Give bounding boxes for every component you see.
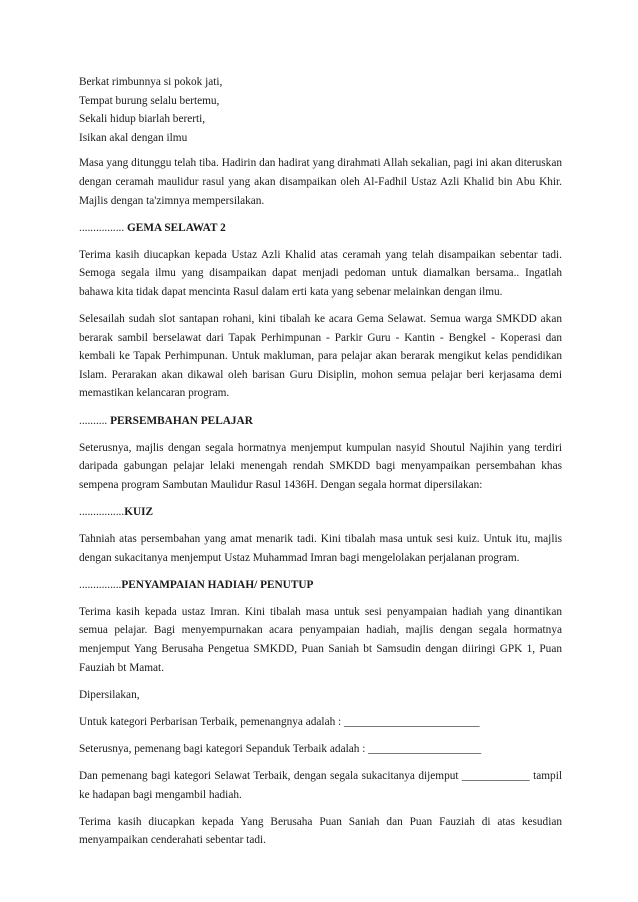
paragraph-sepanduk-terbaik: Seterusnya, pemenang bagi kategori Sepanduk Terbaik adalah : ____________________ <box>79 742 482 755</box>
document-page <box>79 73 562 858</box>
paragraph-ceramah-intro: Masa yang ditunggu telah tiba. Hadirin dan hadirat yang dirahmati Allah sekalian, pagi ini akan diteruskan dengan ceramah maulidur rasul yang akan disampaikan oleh Al-Fadhil Ustaz Azli Khalid bin Abu Khir. Majlis dengan ta'zimnya mempersilakan. <box>79 157 562 207</box>
heading-title: PENYAMPAIAN HADIAH/ PENUTUP <box>121 578 314 591</box>
pantun-line: Tempat burung selalu bertemu, <box>79 94 220 107</box>
paragraph-closing-thanks: Terima kasih diucapkan kepada Yang Berusaha Puan Saniah dan Puan Fauziah di atas kesudian menyampaikan cenderahati sebentar tadi. <box>79 815 562 847</box>
paragraph-thanks-ustaz: Terima kasih diucapkan kepada Ustaz Azli Khalid atas ceramah yang telah disampaikan sebentar tadi. Semoga segala ilmu yang disampaikan dapat menjadi pedoman untuk diamalkan bersama.. Ingatlah bahawa kita tidak dapat mencinta Rasul dalam erti kata yang sebenar melainkan dengan ilmu. <box>79 248 562 298</box>
pantun-line: Berkat rimbunnya si pokok jati, <box>79 76 223 88</box>
paragraph-dipersilakan: Dipersilakan, <box>79 688 140 701</box>
paragraph-gema-selawat: Selesailah sudah slot santapan rohani, kini tibalah ke acara Gema Selawat. Semua warga SMKDD akan berarak sambil berselawat dari Tapak Perhimpunan - Parkir Guru - Kantin - Bengkel - Koperasi dan kembali ke Tapak Perhimpunan. Untuk makluman, para pelajar akan berarak mengikut kelas pendidikan Islam. Perarakan akan dikawal oleh barisan Guru Disiplin, mohon semua pelajar beri kerjasama demi memastikan kelancaran program. <box>79 313 562 400</box>
paragraph-selawat-terbaik: Dan pemenang bagi kategori Selawat Terbaik, dengan segala sukacitanya dijemput ____________ tampil ke hadapan bagi mengambil hadiah. <box>79 769 562 801</box>
paragraph-perbarisan-terbaik: Untuk kategori Perbarisan Terbaik, pemenangnya adalah : ________________________ <box>79 715 480 728</box>
heading-dots: ................ <box>79 505 125 518</box>
pantun-line: Isikan akal dengan ilmu <box>79 131 188 144</box>
pantun-line: Sekali hidup biarlah bererti, <box>79 113 206 126</box>
section-heading-penyampaian-hadiah <box>79 576 562 595</box>
heading-title: PERSEMBAHAN PELAJAR <box>110 414 253 427</box>
paragraph-nasyid: Seterusnya, majlis dengan segala hormatnya menjemput kumpulan nasyid Shoutul Najihin yang terdiri daripada gabungan pelajar lelaki menengah rendah SMKDD bagi menyampaikan persembahan khas sempena program Sambutan Maulidur Rasul 1436H. Dengan segala hormat dipersilakan: <box>79 441 562 491</box>
heading-title: GEMA SELAWAT 2 <box>127 221 226 234</box>
paragraph-penyampaian-hadiah: Terima kasih kepada ustaz Imran. Kini tibalah masa untuk sesi penyampaian hadiah yang dinantikan semua pelajar. Bagi menyempurnakan acara penyampaian hadiah, majlis dengan segala hormatnya menjemput Yang Berusaha Pengetua SMKDD, Puan Saniah bt Samsudin dengan diiringi GPK 1, Puan Fauziah bt Mamat. <box>79 605 562 674</box>
opening-pantun <box>79 73 562 147</box>
heading-title: KUIZ <box>124 505 154 518</box>
heading-dots: ................ <box>79 221 128 234</box>
heading-dots: .......... <box>79 414 111 427</box>
heading-dots: ............... <box>79 578 122 591</box>
paragraph-kuiz: Tahniah atas persembahan yang amat menarik tadi. Kini tibalah masa untuk sesi kuiz. Untuk itu, majlis dengan sukacitanya menjemput Ustaz Muhammad Imran bagi mengelolakan perjalanan program. <box>79 532 562 564</box>
section-heading-persembahan-pelajar <box>79 412 562 431</box>
section-heading-kuiz <box>79 503 562 522</box>
section-heading-gema-selawat <box>79 219 562 238</box>
